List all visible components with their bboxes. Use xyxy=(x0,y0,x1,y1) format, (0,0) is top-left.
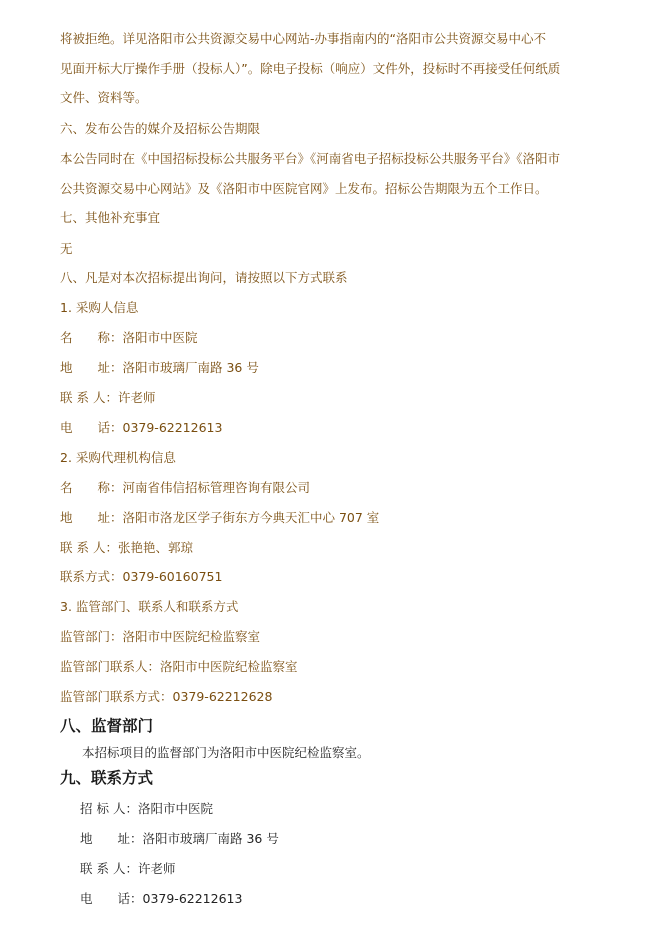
tenderer-phone: 电 话：0379-62212613 xyxy=(80,891,243,906)
purchaser-address: 地 址：洛阳市玻璃厂南路 36 号 xyxy=(60,360,259,375)
section-heading-7: 七、其他补充事宜 xyxy=(60,210,161,225)
agency-address: 地 址：洛阳市洛龙区学子街东方今典天汇中心 707 室 xyxy=(60,510,380,525)
paragraph-line: 见面开标大厅操作手册（投标人）”。除电子投标（响应）文件外，投标时不再接受任何纸质 xyxy=(60,61,561,76)
agency-name: 名 称：河南省伟信招标管理咨询有限公司 xyxy=(60,480,311,495)
none-text: 无 xyxy=(60,241,73,256)
section-heading-8: 八、凡是对本次招标提出询问，请按照以下方式联系 xyxy=(60,270,348,285)
supervise-contact: 监管部门联系人：洛阳市中医院纪检监察室 xyxy=(60,659,298,674)
supervise-dept: 监管部门：洛阳市中医院纪检监察室 xyxy=(60,629,261,644)
purchaser-title: 1. 采购人信息 xyxy=(60,300,139,315)
supervision-text: 本招标项目的监督部门为洛阳市中医院纪检监察室。 xyxy=(82,745,370,760)
section-heading-contact: 九、联系方式 xyxy=(60,769,154,787)
paragraph-line: 公共资源交易中心网站》及《洛阳市中医院官网》上发布。招标公告期限为五个工作日。 xyxy=(60,181,548,196)
paragraph-line: 将被拒绝。详见洛阳市公共资源交易中心网站-办事指南内的“洛阳市公共资源交易中心不 xyxy=(60,31,546,46)
purchaser-name: 名 称：洛阳市中医院 xyxy=(60,330,198,345)
purchaser-contact: 联 系 人：许老师 xyxy=(60,390,156,405)
section-heading-6: 六、发布公告的媒介及招标公告期限 xyxy=(60,121,261,136)
supervise-phone: 监管部门联系方式：0379-62212628 xyxy=(60,689,273,704)
supervise-title: 3. 监管部门、联系人和联系方式 xyxy=(60,599,239,614)
tenderer-contact: 联 系 人：许老师 xyxy=(80,861,176,876)
tenderer-address: 地 址：洛阳市玻璃厂南路 36 号 xyxy=(80,831,279,846)
paragraph-line: 本公告同时在《中国招标投标公共服务平台》《河南省电子招标投标公共服务平台》《洛阳市 xyxy=(60,151,561,166)
tenderer: 招 标 人：洛阳市中医院 xyxy=(80,801,213,816)
agency-phone: 联系方式：0379-60160751 xyxy=(60,569,223,584)
section-heading-supervision: 八、监督部门 xyxy=(60,717,154,735)
agency-contact: 联 系 人：张艳艳、郭琼 xyxy=(60,540,193,555)
agency-title: 2. 采购代理机构信息 xyxy=(60,450,176,465)
paragraph-line: 文件、资料等。 xyxy=(60,90,148,105)
purchaser-phone: 电 话：0379-62212613 xyxy=(60,420,223,435)
